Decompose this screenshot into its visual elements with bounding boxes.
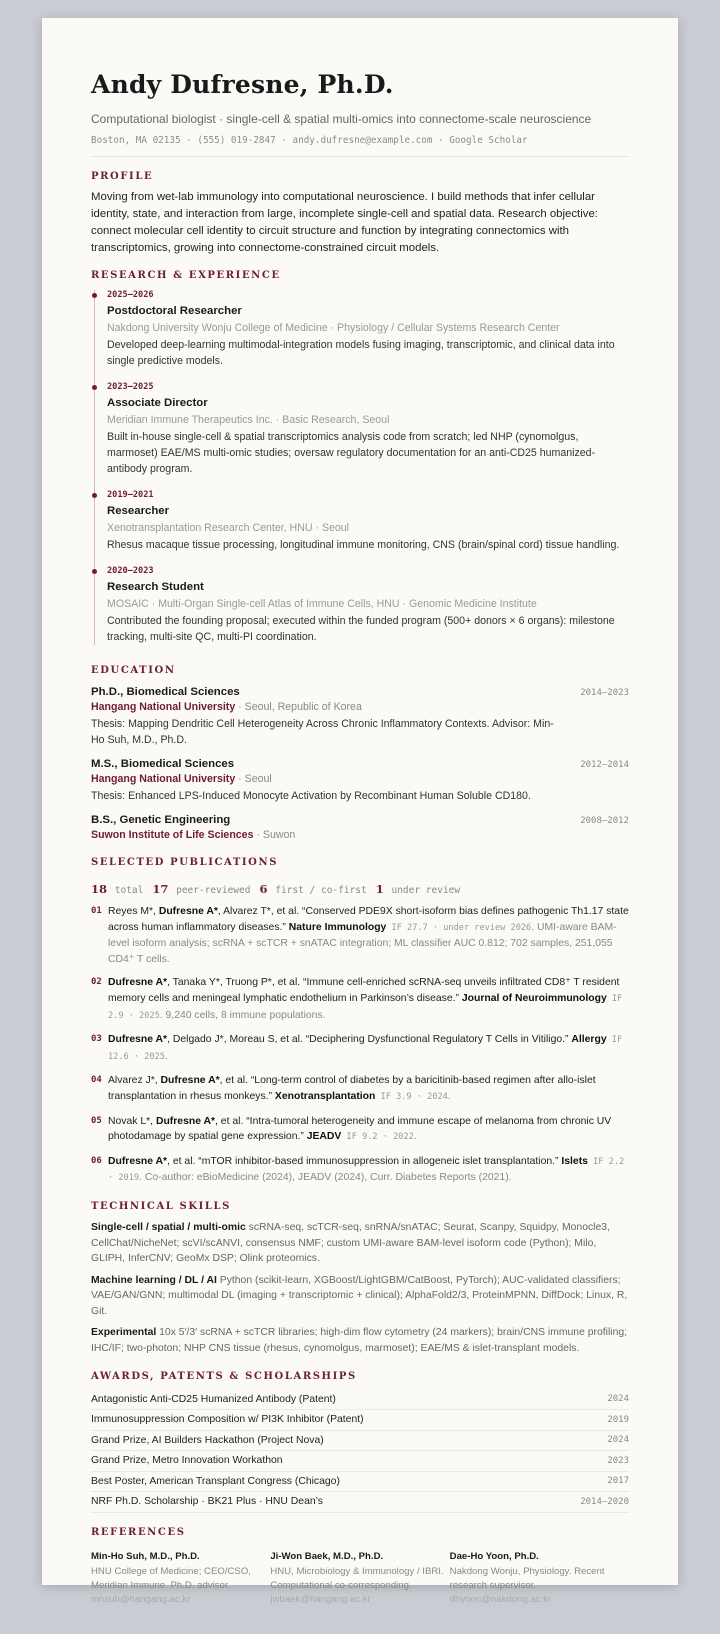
journal-name: Allergy xyxy=(571,1034,607,1046)
reference-description: Nakdong Wonju, Physiology. Recent research supervisor. xyxy=(449,1565,605,1591)
timeline-dot xyxy=(92,293,97,298)
stat-label: total xyxy=(114,885,144,896)
education-header xyxy=(91,758,629,770)
award-item xyxy=(91,1451,629,1472)
journal-name: Journal of Neuroimmunology xyxy=(461,992,607,1004)
experience-description: Built in-house single-cell & spatial transcriptomics analysis code from scratch; led NHP (cynomolgus, marmoset) EAE/MS multi-omic studies; oversaw regulatory documentation for an anti-CD25 humanized-antibody program. xyxy=(107,431,596,475)
stat-number: 18 xyxy=(91,882,108,896)
experience-years: 2020–2023 xyxy=(107,566,154,576)
journal-meta: IF 3.9 · 2024 xyxy=(375,1091,448,1102)
publication-number: 04 xyxy=(91,1075,102,1086)
reference-email: mhsuh@hangang.ac.kr xyxy=(91,1593,191,1605)
publication-number: 02 xyxy=(91,977,102,988)
skill-item xyxy=(91,1273,629,1320)
award-year: 2024 xyxy=(607,1435,629,1446)
stat-number: 17 xyxy=(152,882,169,896)
publication-item xyxy=(91,1114,629,1146)
skill-item xyxy=(91,1220,629,1267)
experience-description: Rhesus macaque tissue processing, longitudinal immune monitoring, CNS (brain/spinal cord) tissue handling. xyxy=(107,539,620,551)
experience-item xyxy=(107,566,629,645)
experience-role: Associate Director xyxy=(107,397,208,409)
stat-label: first / co-first xyxy=(275,885,367,896)
award-name: Immunosuppression Composition w/ PI3K Inhibitor (Patent) xyxy=(91,1414,364,1426)
institution-line xyxy=(91,701,629,713)
experience-org: Meridian Immune Therapeutics Inc. · Basic Research, Seoul xyxy=(107,414,390,426)
profile-heading: PROFILE xyxy=(91,171,154,182)
experience-role: Research Student xyxy=(107,581,204,593)
awards-section xyxy=(91,1371,629,1513)
award-year: 2019 xyxy=(607,1414,629,1425)
experience-role: Postdoctoral Researcher xyxy=(107,305,242,317)
education-heading: EDUCATION xyxy=(91,665,176,676)
citation-title: , et al. “mTOR inhibitor-based immunosuppression in allogeneic islet transplantation.” xyxy=(167,1155,562,1167)
publication-citation xyxy=(108,1032,629,1065)
publication-item xyxy=(91,904,629,967)
reference-list xyxy=(91,1550,629,1607)
experience-years: 2023–2025 xyxy=(107,382,154,392)
citation-title: , Delgado J*, Moreau S, et al. “Deciphering Dysfunctional Regulatory T Cells in Vitiligo.” xyxy=(167,1034,572,1046)
stat-number: 1 xyxy=(375,882,384,896)
award-item xyxy=(91,1431,629,1452)
institution-name: Hangang National University xyxy=(91,701,236,713)
references-heading: REFERENCES xyxy=(91,1526,186,1538)
education-years: 2014–2023 xyxy=(580,688,629,698)
publication-note: . 9,240 cells, 8 immune populations. xyxy=(159,1009,326,1021)
award-item xyxy=(91,1492,629,1513)
stat-label: under review xyxy=(391,885,461,896)
reference-name: Dae-Ho Yoon, Ph.D. xyxy=(449,1550,539,1562)
stat-label: peer-reviewed xyxy=(176,885,251,896)
experience-item xyxy=(107,490,629,553)
institution-line xyxy=(91,829,629,841)
skill-label: Machine learning / DL / AI xyxy=(91,1274,217,1286)
journal-meta: IF 9.2 · 2022 xyxy=(341,1132,414,1143)
citation-authors-pre: Reyes M*, xyxy=(108,906,159,917)
reference-email: dhyoon@nakdong.ac.kr xyxy=(449,1593,552,1605)
journal-name: JEADV xyxy=(306,1131,342,1143)
education-item xyxy=(91,814,629,841)
award-year: 2023 xyxy=(607,1455,629,1466)
journal-meta: IF 27.7 · under review 2026 xyxy=(386,922,532,933)
award-item xyxy=(91,1410,629,1431)
education-list xyxy=(91,686,629,841)
publication-note: . xyxy=(164,1050,168,1062)
publication-citation xyxy=(108,1073,629,1105)
award-year: 2024 xyxy=(607,1394,629,1405)
experience-years: 2025–2026 xyxy=(107,290,154,300)
award-name: NRF Ph.D. Scholarship · BK21 Plus · HNU Dean’s xyxy=(91,1496,323,1508)
skill-label: Experimental xyxy=(91,1327,157,1339)
citation-authors-pre: Novak L*, xyxy=(108,1115,156,1127)
publication-citation xyxy=(108,1154,629,1187)
thesis: Thesis: Enhanced LPS-Induced Monocyte Activation by Recombinant Human Soluble CD180. xyxy=(91,790,531,802)
experience-heading: RESEARCH & EXPERIENCE xyxy=(91,270,281,281)
reference-item xyxy=(91,1550,270,1607)
citation-title: , et al. “Intra-tumoral heterogeneity and immune escape of melanoma from chronic UV photodamage by spatial gene expression.” xyxy=(108,1115,612,1143)
publications-heading: SELECTED PUBLICATIONS xyxy=(91,857,279,868)
journal-meta: IF 2.9 · 2025 xyxy=(108,993,623,1021)
profile-section xyxy=(91,171,629,257)
publication-number: 05 xyxy=(91,1115,102,1126)
experience-org: MOSAIC · Multi-Organ Single-cell Atlas of Immune Cells, HNU · Genomic Medicine Institute xyxy=(107,598,537,610)
citation-self-author: Dufresne A* xyxy=(108,1034,168,1046)
education-years: 2012–2014 xyxy=(580,760,629,770)
experience-org: Xenotransplantation Research Center, HNU · Seoul xyxy=(107,522,350,534)
journal-name: Nature Immunology xyxy=(288,921,387,933)
publication-citation xyxy=(108,904,629,967)
publication-stat xyxy=(375,882,461,896)
references-section xyxy=(91,1527,629,1607)
journal-name: Islets xyxy=(561,1155,588,1167)
experience-item xyxy=(107,382,629,477)
publication-item xyxy=(91,1073,629,1105)
institution-location: · Seoul xyxy=(235,773,272,785)
publication-list xyxy=(91,904,629,1187)
skill-text: scRNA-seq, scTCR-seq, snRNA/snATAC; Seurat, Scanpy, Squidpy, Monocle3, CellChat/NicheNet; scVI/scANVI, consensus NMF; custom UMI-aware BAM-level isoform code (Python); Milo, GLIPH, InferCNV; GeoMx DSP; Olink proteomics. xyxy=(91,1221,610,1265)
publication-item xyxy=(91,975,629,1024)
publication-number: 01 xyxy=(91,906,102,916)
experience-item xyxy=(107,290,629,369)
publication-stats xyxy=(91,882,629,896)
reference-description: HNU College of Medicine; CEO/CSO, Meridian Immune. Ph.D. advisor. xyxy=(91,1565,251,1591)
publication-number: 06 xyxy=(91,1155,102,1166)
experience-timeline xyxy=(94,290,629,645)
reference-name: Ji-Won Baek, M.D., Ph.D. xyxy=(270,1550,384,1562)
award-name: Grand Prize, Metro Innovation Workathon xyxy=(91,1455,283,1467)
experience-role: Researcher xyxy=(107,505,170,517)
citation-authors-pre: Alvarez J*, xyxy=(108,1075,161,1087)
publication-note: . UMI-aware BAM-level isoform analysis; scRNA + scTCR + snATAC integration; ML classifier AUC 0.812; 702 samples, 251,055 CD4⁺ T cells. xyxy=(108,921,617,965)
institution-location: · Suwon xyxy=(253,829,296,841)
institution-line xyxy=(91,773,629,785)
timeline-dot xyxy=(92,493,97,498)
citation-self-author: Dufresne A* xyxy=(158,906,218,917)
award-item xyxy=(91,1472,629,1493)
publication-citation xyxy=(108,975,629,1024)
experience-description: Developed deep-learning multimodal-integration models fusing imaging, transcriptomic, and clinical data into single predictive models. xyxy=(107,339,615,367)
citation-title: , et al. “Long-term control of diabetes by a baricitinib-based regimen after allo-islet transplantation in rhesus monkeys.” xyxy=(108,1075,596,1102)
citation-title: , Tanaka Y*, Truong P*, et al. “Immune cell-enriched scRNA-seq unveils infiltrated CD8⁺ T resident memory cells and meningeal lymphatic endothelium in Parkinson’s disease.” xyxy=(108,977,620,1004)
reference-item xyxy=(450,1550,629,1607)
publication-number: 03 xyxy=(91,1034,102,1045)
resume-page xyxy=(42,18,678,1605)
institution-name: Hangang National University xyxy=(91,773,236,785)
award-year: 2017 xyxy=(607,1476,629,1487)
reference-name: Min-Ho Suh, M.D., Ph.D. xyxy=(91,1550,200,1562)
education-item xyxy=(91,686,629,748)
degree: B.S., Genetic Engineering xyxy=(91,814,231,826)
contact-line: Boston, MA 02135 · (555) 019-2847 · andy.dufresne@example.com · Google Scholar xyxy=(91,135,629,157)
skill-item xyxy=(91,1325,629,1356)
publication-citation xyxy=(108,1114,629,1146)
experience-description: Contributed the founding proposal; executed within the funded program (500+ donors × 6 organs): milestone tracking, multi-site QC, multi-PI coordination. xyxy=(107,615,615,643)
publication-stat xyxy=(259,882,367,896)
reference-item xyxy=(270,1550,449,1607)
journal-name: Xenotransplantation xyxy=(274,1090,376,1102)
education-item xyxy=(91,758,629,804)
publication-note: . xyxy=(447,1090,451,1102)
skill-label: Single-cell / spatial / multi-omic xyxy=(91,1221,246,1233)
publication-stat xyxy=(152,882,251,896)
publication-stat xyxy=(91,882,144,896)
publication-note: . xyxy=(413,1131,417,1143)
degree: Ph.D., Biomedical Sciences xyxy=(91,686,240,698)
experience-section xyxy=(91,270,629,645)
timeline-dot xyxy=(92,385,97,390)
publication-item xyxy=(91,1032,629,1065)
citation-self-author: Dufresne A* xyxy=(108,1155,168,1167)
skills-heading: TECHNICAL SKILLS xyxy=(91,1200,231,1212)
thesis: Thesis: Mapping Dendritic Cell Heterogeneity Across Chronic Inflammatory Contexts. Advisor: Min-Ho Suh, M.D., Ph.D. xyxy=(91,718,554,746)
journal-meta: IF 12.6 · 2025 xyxy=(108,1035,623,1062)
citation-title: , Alvarez T*, et al. “Conserved PDE9X short-isoform bias defines pathogenic Th1.17 state across human inflammatory diseases.” xyxy=(108,906,629,933)
degree: M.S., Biomedical Sciences xyxy=(91,758,235,770)
skills-section xyxy=(91,1201,629,1357)
experience-years: 2019–2021 xyxy=(107,490,154,500)
award-name: Best Poster, American Transplant Congress (Chicago) xyxy=(91,1475,340,1487)
award-name: Grand Prize, AI Builders Hackathon (Project Nova) xyxy=(91,1434,324,1446)
timeline-dot xyxy=(92,569,97,574)
journal-meta: IF 2.2 · 2019 xyxy=(108,1156,625,1184)
award-name: Antagonistic Anti-CD25 Humanized Antibody (Patent) xyxy=(91,1393,336,1405)
candidate-name: Andy Dufresne, Ph.D. xyxy=(91,70,394,99)
awards-heading: AWARDS, PATENTS & SCHOLARSHIPS xyxy=(91,1370,357,1382)
education-header xyxy=(91,814,629,826)
institution-location: · Seoul, Republic of Korea xyxy=(235,701,362,713)
citation-self-author: Dufresne A* xyxy=(160,1075,220,1087)
award-year: 2014–2020 xyxy=(580,1496,629,1507)
publication-note: . Co-author: eBioMedicine (2024), JEADV (2024), Curr. Diabetes Reports (2021). xyxy=(139,1172,512,1184)
award-list xyxy=(91,1390,629,1513)
publications-section xyxy=(91,857,629,1187)
reference-description: HNU, Microbiology & Immunology / IBRI. Computational co-corresponding. xyxy=(270,1565,444,1591)
award-item xyxy=(91,1390,629,1411)
skill-list xyxy=(91,1220,629,1357)
profile-text: Moving from wet-lab immunology into computational neuroscience. I build methods that infer cellular identity, state, and interaction from large, incomplete single-cell and spatial data. Research objective: connect molecular cell identity to circuit structure and function by integrating connectomics with transcriptomics, growing into connectome-constrained circuit models. xyxy=(91,191,598,254)
skill-text: 10x 5′/3′ scRNA + scTCR libraries; high-dim flow cytometry (24 markers); brain/CNS immune profiling; IHC/IF; two-photon; NHP CNS tissue (rhesus, cynomolgus, marmoset); EAE/MS & islet-transplant models. xyxy=(91,1327,628,1355)
reference-email: jwbaek@hangang.ac.kr xyxy=(270,1593,371,1605)
publication-item xyxy=(91,1154,629,1187)
education-header xyxy=(91,686,629,698)
stat-number: 6 xyxy=(259,882,268,896)
skill-text: Python (scikit-learn, XGBoost/LightGBM/CatBoost, PyTorch); AUC-validated classifiers; VAE/GAN/GNN; multimodal DL (imaging + transcriptomic + clinical); AlphaFold2/3, ProteinMPNN, DiffDock; Linux, R, Git. xyxy=(91,1274,628,1317)
education-years: 2008–2012 xyxy=(580,816,629,826)
institution-name: Suwon Institute of Life Sciences xyxy=(91,829,254,841)
education-section xyxy=(91,665,629,841)
experience-org: Nakdong University Wonju College of Medicine · Physiology / Cellular Systems Research Center xyxy=(107,322,560,334)
citation-self-author: Dufresne A* xyxy=(108,977,168,989)
tagline: Computational biologist · single-cell & spatial multi-omics into connectome-scale neuroscience xyxy=(91,112,592,126)
citation-self-author: Dufresne A* xyxy=(155,1115,216,1127)
